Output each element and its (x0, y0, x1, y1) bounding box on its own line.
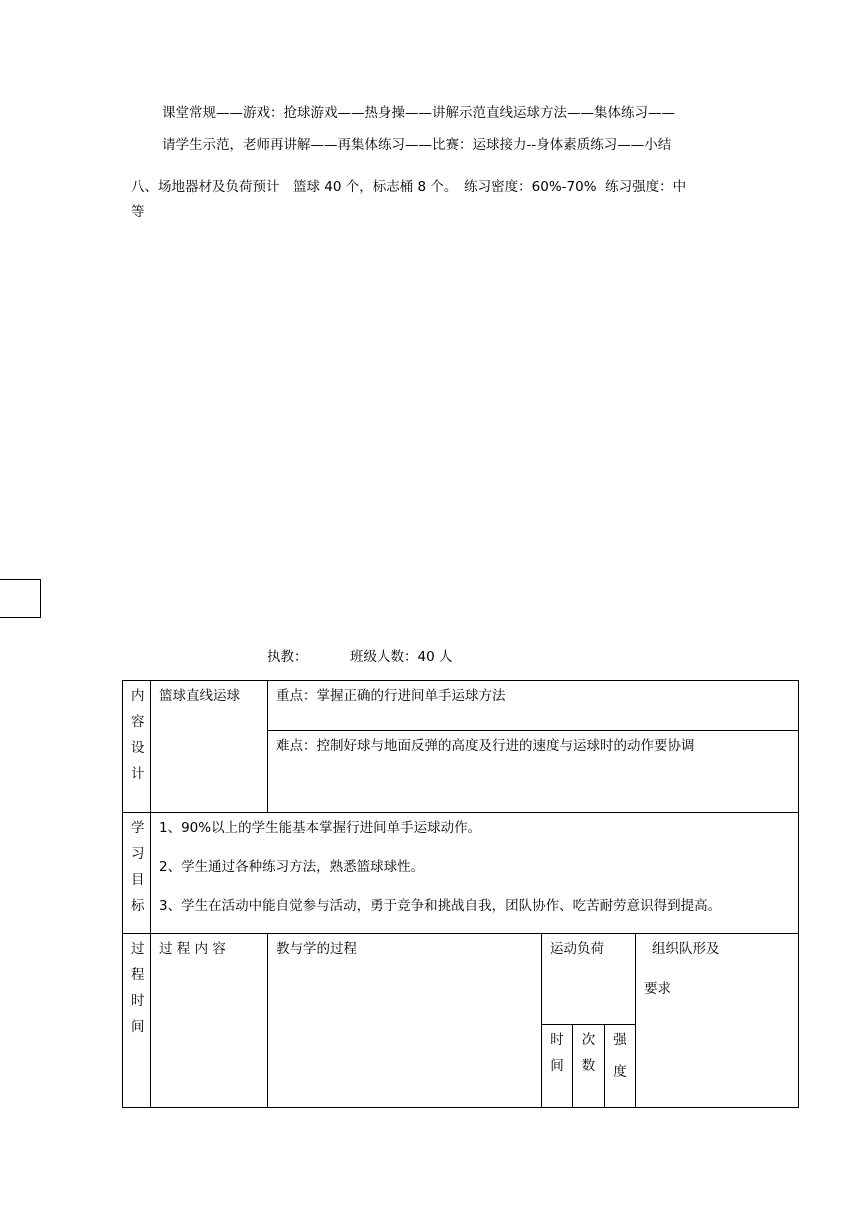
teacher-label: 执教： (267, 649, 308, 665)
organization-header: 组织队形及 要求 (636, 934, 799, 1108)
flow-line-2: 请学生示范，老师再讲解——再集体练习——比赛：运球接力--身体素质练习——小结 (162, 137, 672, 153)
intensity-header: 强 度 (605, 1025, 636, 1108)
lesson-topic: 篮球直线运球 (151, 681, 268, 813)
flow-line-1: 课堂常规——游戏：抢球游戏——热身操——讲解示范直线运球方法——集体练习—— (162, 105, 675, 121)
count-header: 次 数 (573, 1025, 605, 1108)
exercise-load-header: 运动负荷 (542, 934, 636, 1025)
learning-goal-item: 3、学生在活动中能自觉参与活动，勇于竞争和挑战自我，团队协作、吃苦耐劳意识得到提高。 (159, 898, 722, 914)
learning-goal-item: 2、学生通过各种练习方法，熟悉篮球球性。 (159, 859, 425, 875)
process-content-header: 过 程 内 容 (151, 934, 268, 1108)
difficulty-point: 难点：控制好球与地面反弹的高度及行进的速度与运球时的动作要协调 (268, 731, 799, 813)
lesson-plan-table (122, 680, 799, 1108)
process-header-row-1 (123, 934, 799, 1025)
time-header: 时 间 (542, 1025, 573, 1108)
content-design-row-1 (123, 681, 799, 731)
content-design-label: 内 容 设 计 (123, 681, 151, 813)
key-point: 重点：掌握正确的行进间单手运球方法 (268, 681, 799, 731)
learning-goals-list (151, 813, 799, 934)
learning-goals-row (123, 813, 799, 934)
teach-learn-header: 教与学的过程 (268, 934, 542, 1108)
learning-goal-item: 1、90%以上的学生能基本掌握行进间单手运球动作。 (159, 820, 482, 836)
process-time-label: 过 程 时 间 (123, 934, 151, 1108)
learning-goals-label: 学 习 目 标 (123, 813, 151, 934)
page-edge-box (0, 579, 41, 618)
equipment-line: 八、场地器材及负荷预计 篮球 40 个，标志桶 8 个。 练习密度：60%-70% 练习强度：中 (131, 179, 687, 195)
equipment-line-continued: 等 (131, 204, 145, 220)
class-size: 班级人数：40 人 (350, 649, 453, 665)
